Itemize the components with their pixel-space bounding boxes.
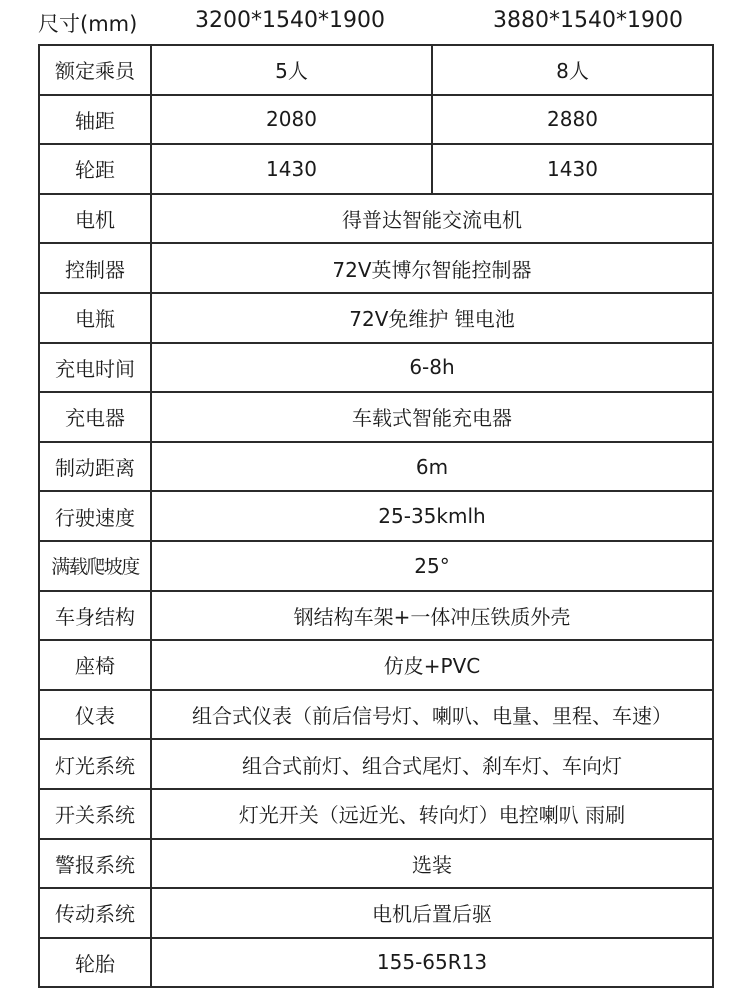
table-row bbox=[39, 938, 713, 988]
row-label: 充电时间 bbox=[39, 343, 151, 393]
row-value-b: 8人 bbox=[432, 45, 713, 95]
row-value: 25-35kmlh bbox=[151, 491, 713, 541]
row-label: 制动距离 bbox=[39, 442, 151, 492]
row-value: 灯光开关（远近光、转向灯）电控喇叭 雨刷 bbox=[151, 789, 713, 839]
table-row bbox=[39, 640, 713, 690]
row-label: 电机 bbox=[39, 194, 151, 244]
dimension-value-b: 3880*1540*1900 bbox=[493, 8, 683, 33]
row-label: 满载爬坡度 bbox=[39, 541, 151, 591]
row-label: 警报系统 bbox=[39, 839, 151, 889]
row-value: 得普达智能交流电机 bbox=[151, 194, 713, 244]
row-value: 155-65R13 bbox=[151, 938, 713, 988]
row-label: 开关系统 bbox=[39, 789, 151, 839]
table-row bbox=[39, 392, 713, 442]
row-value-b: 1430 bbox=[432, 144, 713, 194]
row-value-a: 5人 bbox=[151, 45, 432, 95]
table-row bbox=[39, 144, 713, 194]
table-row bbox=[39, 343, 713, 393]
table-row bbox=[39, 95, 713, 145]
table-row bbox=[39, 839, 713, 889]
row-value: 仿皮+PVC bbox=[151, 640, 713, 690]
row-label: 行驶速度 bbox=[39, 491, 151, 541]
table-row bbox=[39, 541, 713, 591]
dimension-value-a: 3200*1540*1900 bbox=[195, 8, 385, 33]
row-value: 6-8h bbox=[151, 343, 713, 393]
table-row bbox=[39, 194, 713, 244]
dimension-header bbox=[0, 0, 750, 44]
row-label: 轮胎 bbox=[39, 938, 151, 988]
row-label: 灯光系统 bbox=[39, 739, 151, 789]
row-value: 车载式智能充电器 bbox=[151, 392, 713, 442]
row-value: 72V英博尔智能控制器 bbox=[151, 243, 713, 293]
row-value-b: 2880 bbox=[432, 95, 713, 145]
table-row bbox=[39, 690, 713, 740]
row-label: 电瓶 bbox=[39, 293, 151, 343]
table-row bbox=[39, 243, 713, 293]
row-value: 组合式前灯、组合式尾灯、刹车灯、车向灯 bbox=[151, 739, 713, 789]
row-label: 轮距 bbox=[39, 144, 151, 194]
table-row bbox=[39, 442, 713, 492]
row-value: 组合式仪表（前后信号灯、喇叭、电量、里程、车速） bbox=[151, 690, 713, 740]
dimension-label: 尺寸(mm) bbox=[38, 12, 138, 36]
row-value-a: 1430 bbox=[151, 144, 432, 194]
row-value: 25° bbox=[151, 541, 713, 591]
table-row bbox=[39, 293, 713, 343]
row-label: 座椅 bbox=[39, 640, 151, 690]
table-row bbox=[39, 888, 713, 938]
row-value: 钢结构车架+一体冲压铁质外壳 bbox=[151, 591, 713, 641]
row-label: 仪表 bbox=[39, 690, 151, 740]
row-label: 充电器 bbox=[39, 392, 151, 442]
row-label: 额定乘员 bbox=[39, 45, 151, 95]
row-value: 电机后置后驱 bbox=[151, 888, 713, 938]
table-row bbox=[39, 739, 713, 789]
row-label: 轴距 bbox=[39, 95, 151, 145]
spec-table bbox=[38, 44, 714, 988]
row-value: 72V免维护 锂电池 bbox=[151, 293, 713, 343]
row-value-a: 2080 bbox=[151, 95, 432, 145]
row-label: 车身结构 bbox=[39, 591, 151, 641]
table-row bbox=[39, 789, 713, 839]
row-value: 选装 bbox=[151, 839, 713, 889]
row-value: 6m bbox=[151, 442, 713, 492]
table-row bbox=[39, 45, 713, 95]
row-label: 传动系统 bbox=[39, 888, 151, 938]
table-row bbox=[39, 591, 713, 641]
table-row bbox=[39, 491, 713, 541]
row-label: 控制器 bbox=[39, 243, 151, 293]
